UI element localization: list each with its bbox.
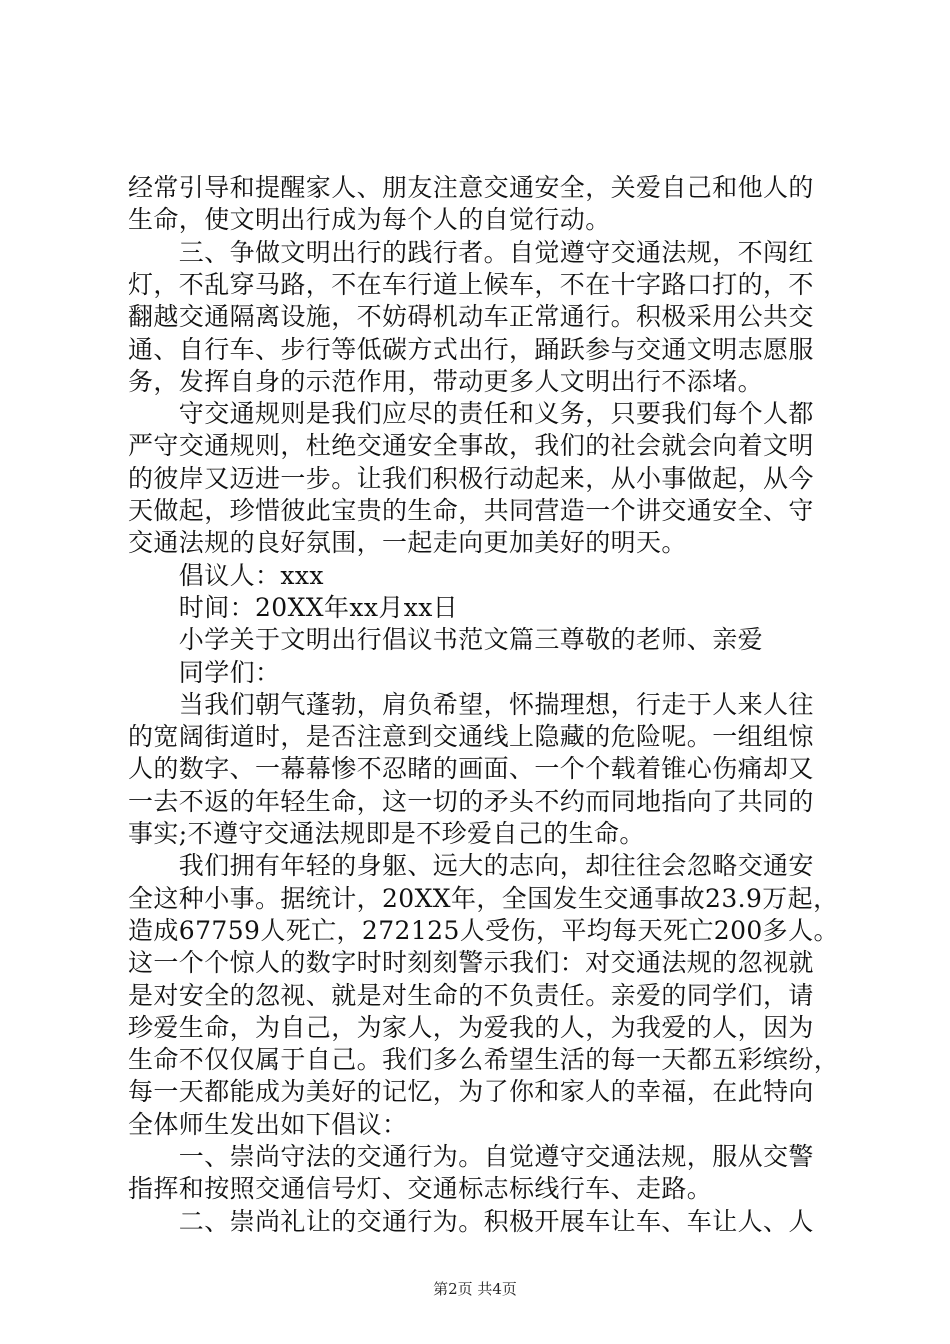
text-line: 造成67759人死亡，272125人受伤，平均每天死亡200多人。 <box>128 915 839 945</box>
text-line: 务，发挥自身的示范作用，带动更多人文明出行不添堵。 <box>128 366 764 396</box>
text-line: 交通法规的良好氛围，一起走向更加美好的明天。 <box>128 528 687 558</box>
text-line: 倡议人：xxx <box>128 560 324 590</box>
text-line: 这一个个惊人的数字时时刻刻警示我们：对交通法规的忽视就 <box>128 948 814 978</box>
text-line: 一去不返的年轻生命，这一切的矛头不约而同地指向了共同的 <box>128 786 814 816</box>
text-line: 时间：20XX年xx月xx日 <box>128 592 459 622</box>
text-line: 珍爱生命，为自己，为家人，为爱我的人，为我爱的人，因为 <box>128 1012 814 1042</box>
text-line: 翻越交通隔离设施，不妨碍机动车正常通行。积极采用公共交 <box>128 302 814 332</box>
text-line: 生命，使文明出行成为每个人的自觉行动。 <box>128 205 611 235</box>
text-line: 人的数字、一幕幕惨不忍睹的画面、一个个载着锥心伤痛却又 <box>128 754 814 784</box>
text-line: 天做起，珍惜彼此宝贵的生命，共同营造一个讲交通安全、守 <box>128 496 814 525</box>
text-line: 每一天都能成为美好的记忆，为了你和家人的幸福，在此特向 <box>128 1077 814 1107</box>
text-line: 守交通规则是我们应尽的责任和义务，只要我们每个人都 <box>128 399 814 429</box>
text-line: 当我们朝气蓬勃，肩负希望，怀揣理想，行走于人来人往 <box>128 689 814 719</box>
text-line: 小学关于文明出行倡议书范文篇三尊敬的老师、亲爱 <box>128 625 764 655</box>
text-line: 全体师生发出如下倡议： <box>128 1109 408 1139</box>
text-line: 是对安全的忽视、就是对生命的不负责任。亲爱的同学们，请 <box>128 980 814 1010</box>
text-line: 我们拥有年轻的身躯、远大的志向，却往往会忽略交通安 <box>128 851 814 881</box>
text-line: 的彼岸又迈进一步。让我们积极行动起来，从小事做起，从今 <box>128 463 814 493</box>
text-line: 灯，不乱穿马路，不在车行道上候车，不在十字路口打的，不 <box>128 269 814 299</box>
text-line: 事实;不遵守交通法规即是不珍爱自己的生命。 <box>128 819 645 848</box>
text-line: 严守交通规则，杜绝交通安全事故，我们的社会就会向着文明 <box>128 431 814 461</box>
page-footer: 第2页 共4页 <box>433 1280 517 1298</box>
text-line: 的宽阔街道时，是否注意到交通线上隐藏的危险呢。一组组惊 <box>128 722 814 752</box>
text-line: 指挥和按照交通信号灯、交通标志标线行车、走路。 <box>128 1174 713 1204</box>
text-line: 同学们： <box>128 657 281 687</box>
text-line: 生命不仅仅属于自己。我们多么希望生活的每一天都五彩缤纷， <box>128 1045 840 1075</box>
text-line: 一、崇尚守法的交通行为。自觉遵守交通法规，服从交警 <box>128 1142 814 1171</box>
text-line: 通、自行车、步行等低碳方式出行，踊跃参与交通文明志愿服 <box>128 334 814 364</box>
text-line: 全这种小事。据统计，20XX年，全国发生交通事故23.9万起， <box>128 883 839 913</box>
text-line: 经常引导和提醒家人、朋友注意交通安全，关爱自己和他人的 <box>128 173 814 202</box>
text-line: 三、争做文明出行的践行者。自觉遵守交通法规，不闯红 <box>128 237 814 267</box>
text-line: 二、崇尚礼让的交通行为。积极开展车让车、车让人、人 <box>128 1206 814 1236</box>
